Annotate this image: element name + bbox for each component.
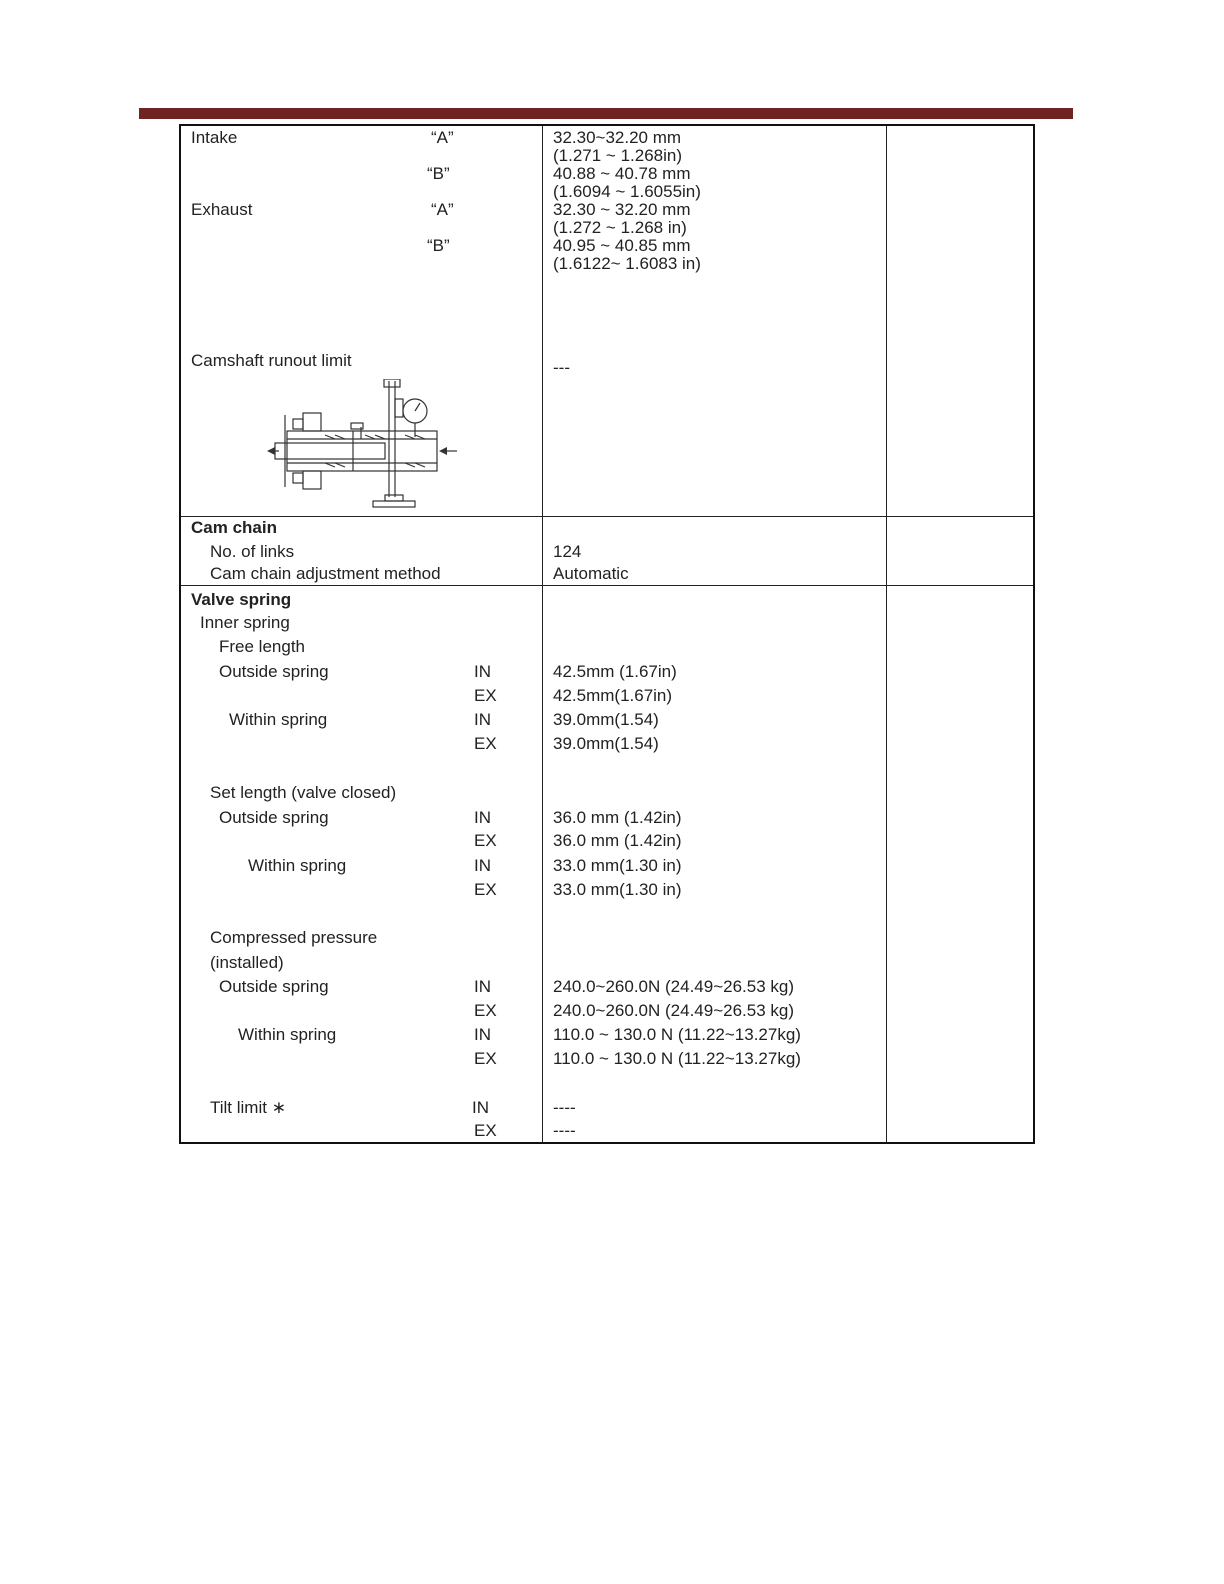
- exhaust-mark-b: “B”: [427, 236, 450, 255]
- runout-label: Camshaft runout limit: [191, 351, 352, 370]
- set-outside-label: Outside spring: [219, 808, 329, 827]
- header-rule: [139, 108, 1073, 119]
- exhaust-label: Exhaust: [191, 200, 253, 219]
- comp-within-ex-value: 110.0 ~ 130.0 N (11.22~13.27kg): [553, 1049, 801, 1068]
- comp-within-in-value: 110.0 ~ 130.0 N (11.22~13.27kg): [553, 1025, 801, 1044]
- tilt-limit-label: Tilt limit ∗: [210, 1098, 286, 1117]
- tilt-ex-value: ----: [553, 1121, 576, 1140]
- adjust-value: Automatic: [553, 564, 629, 583]
- tilt-in-value: ----: [553, 1098, 576, 1117]
- free-within-in-value: 39.0mm(1.54): [553, 710, 659, 729]
- intake-b-value: 40.88 ~ 40.78 mm: [553, 164, 691, 183]
- set-outside-in-value: 36.0 mm (1.42in): [553, 808, 682, 827]
- set-outside-ex-value: 36.0 mm (1.42in): [553, 831, 682, 850]
- free-within-ex: EX: [474, 734, 497, 753]
- set-within-in-value: 33.0 mm(1.30 in): [553, 856, 682, 875]
- column-divider-1: [542, 126, 543, 1142]
- comp-outside-ex-value: 240.0~260.0N (24.49~26.53 kg): [553, 1001, 795, 1020]
- exhaust-a-value: 32.30 ~ 32.20 mm: [553, 200, 691, 219]
- set-length-label: Set length (valve closed): [210, 783, 397, 802]
- spec-table: [179, 124, 1035, 1144]
- free-outside-in: IN: [474, 662, 491, 681]
- free-length-label: Free length: [219, 637, 305, 656]
- row-divider-1: [181, 516, 1033, 517]
- comp-outside-in-value: 240.0~260.0N (24.49~26.53 kg): [553, 977, 795, 996]
- intake-a-value: 32.30~32.20 mm: [553, 128, 682, 147]
- exhaust-b-value: 40.95 ~ 40.85 mm: [553, 236, 691, 255]
- set-within-label: Within spring: [248, 856, 347, 875]
- comp-outside-label: Outside spring: [219, 977, 329, 996]
- column-divider-2: [886, 126, 887, 1142]
- comp-within-label: Within spring: [238, 1025, 337, 1044]
- free-outside-label: Outside spring: [219, 662, 329, 681]
- intake-mark-b: “B”: [427, 164, 450, 183]
- set-within-in: IN: [474, 856, 491, 875]
- set-within-ex-value: 33.0 mm(1.30 in): [553, 880, 682, 899]
- runout-value: ---: [553, 358, 570, 377]
- adjust-label: Cam chain adjustment method: [210, 564, 441, 583]
- camshaft-dial-gauge-diagram-icon: [265, 379, 465, 509]
- exhaust-a-inch: (1.272 ~ 1.268 in): [553, 218, 687, 237]
- exhaust-mark-a: “A”: [431, 200, 454, 219]
- comp-within-in: IN: [474, 1025, 491, 1044]
- compressed-pressure-label: Compressed pressure: [210, 928, 378, 947]
- free-outside-ex-value: 42.5mm(1.67in): [553, 686, 673, 705]
- links-label: No. of links: [210, 542, 295, 561]
- intake-mark-a: “A”: [431, 128, 454, 147]
- comp-outside-in: IN: [474, 977, 491, 996]
- free-within-in: IN: [474, 710, 491, 729]
- free-outside-in-value: 42.5mm (1.67in): [553, 662, 677, 681]
- set-within-ex: EX: [474, 880, 497, 899]
- intake-label: Intake: [191, 128, 238, 147]
- free-within-label: Within spring: [229, 710, 328, 729]
- intake-b-inch: (1.6094 ~ 1.6055in): [553, 182, 701, 201]
- inner-spring-label: Inner spring: [200, 613, 290, 632]
- exhaust-b-inch: (1.6122~ 1.6083 in): [553, 254, 701, 273]
- comp-within-ex: EX: [474, 1049, 497, 1068]
- installed-label: (installed): [210, 953, 284, 972]
- free-within-ex-value: 39.0mm(1.54): [553, 734, 659, 753]
- set-outside-ex: EX: [474, 831, 497, 850]
- valve-spring-title: Valve spring: [191, 590, 292, 609]
- free-outside-ex: EX: [474, 686, 497, 705]
- cam-chain-title: Cam chain: [191, 518, 277, 537]
- links-value: 124: [553, 542, 582, 561]
- set-outside-in: IN: [474, 808, 491, 827]
- tilt-ex: EX: [474, 1121, 497, 1140]
- row-divider-2: [181, 585, 1033, 586]
- comp-outside-ex: EX: [474, 1001, 497, 1020]
- intake-a-inch: (1.271 ~ 1.268in): [553, 146, 683, 165]
- tilt-in: IN: [472, 1098, 489, 1117]
